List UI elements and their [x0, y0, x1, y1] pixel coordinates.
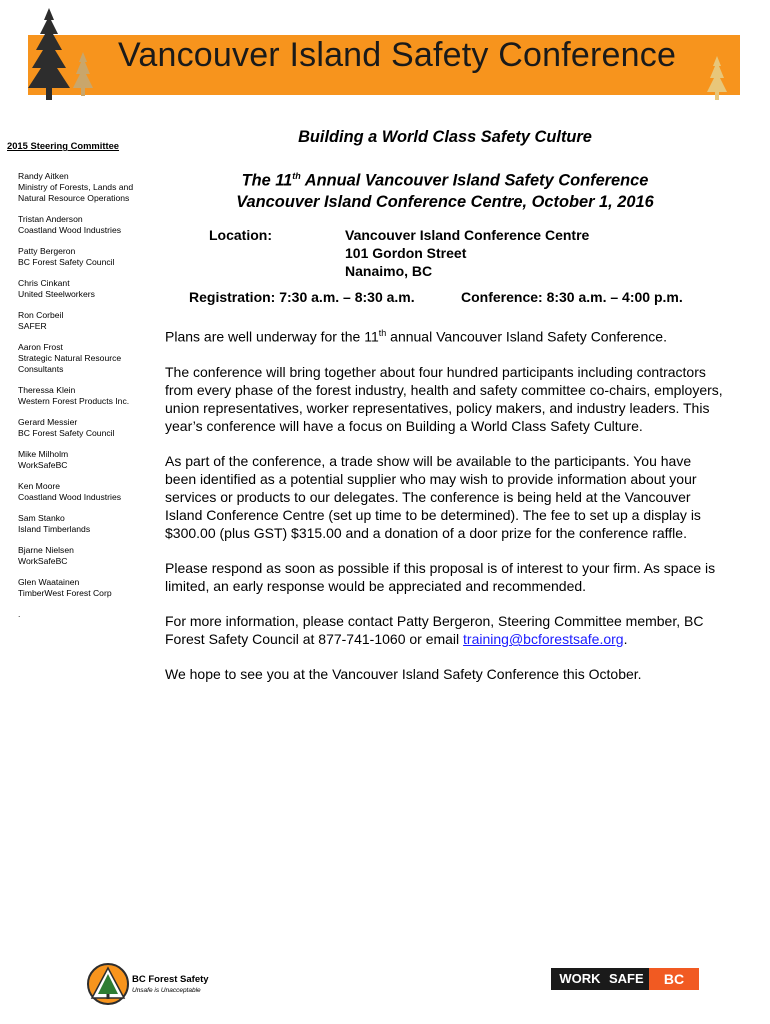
member-name: Sam Stanko: [18, 513, 65, 523]
conference-title-suffix: Annual Vancouver Island Safety Conference: [300, 171, 649, 190]
small-tree-icon: [72, 52, 94, 96]
location-block: [165, 223, 725, 283]
conference-time: Conference: 8:30 a.m. – 4:00 p.m.: [461, 289, 683, 306]
committee-member: [18, 449, 152, 471]
committee-member: [18, 342, 152, 375]
member-name: Bjarne Nielsen: [18, 545, 74, 555]
committee-member: [18, 481, 152, 503]
member-name: Patty Bergeron: [18, 246, 76, 256]
member-name: Ken Moore: [18, 481, 61, 491]
location-label: Location:: [209, 227, 272, 244]
member-organization: Strategic Natural Resource Consultants: [18, 353, 122, 374]
committee-member: [18, 385, 152, 407]
member-name: Mike Milholm: [18, 449, 69, 459]
contact-end: .: [623, 631, 628, 648]
committee-member: [18, 246, 152, 268]
committee-member: [18, 545, 152, 567]
intro-suffix: annual Vancouver Island Safety Conference.: [386, 329, 667, 346]
committee-member: [18, 278, 152, 300]
paragraph-intro: [165, 324, 725, 346]
committee-member: [18, 310, 152, 332]
member-organization: SAFER: [18, 321, 47, 331]
member-organization: Coastland Wood Industries: [18, 225, 122, 235]
committee-member-list: [7, 171, 152, 599]
member-name: Chris Cinkant: [18, 278, 70, 288]
paragraph-respond: Please respond as soon as possible if this proposal is of interest to your firm. As space is limited, an early response would be appreciated and recommended.: [165, 560, 716, 595]
member-name: Ron Corbeil: [18, 310, 64, 320]
member-organization: Western Forest Products Inc.: [18, 396, 130, 406]
member-organization: Coastland Wood Industries: [18, 492, 122, 502]
letter-body: [165, 128, 725, 683]
bc-forest-safety-tagline: Unsafe is Unacceptable: [132, 987, 201, 994]
email-link[interactable]: training@bcforestsafe.org: [463, 631, 624, 648]
right-tree-icon: [706, 56, 728, 100]
member-name: Gerard Messier: [18, 417, 78, 427]
address-line: Nanaimo, BC: [345, 263, 433, 280]
tree-logo-icon: [24, 8, 74, 100]
committee-member: [18, 513, 152, 535]
member-organization: BC Forest Safety Council: [18, 428, 115, 438]
conference-title: [165, 165, 725, 213]
sidebar-title: 2015 Steering Committee: [7, 140, 120, 151]
contact-text: For more information, please contact Patty Bergeron, Steering Committee member, BC Forest Safety Council at 877-741-1060 or email: [165, 613, 704, 648]
schedule-row: [165, 289, 725, 309]
member-organization: BC Forest Safety Council: [18, 257, 115, 267]
member-name: Glen Waatainen: [18, 577, 80, 587]
committee-member: [18, 214, 152, 236]
worksafebc-safe: SAFE: [609, 968, 653, 990]
member-name: Tristan Anderson: [18, 214, 83, 224]
member-name: Theressa Klein: [18, 385, 76, 395]
paragraph-trade-show: As part of the conference, a trade show will be available to the participants. You have been identified as a potential supplier who may wish to provide information about your services or products to our delegates. The conference is being held at the Vancouver Island Conference Centre (set up time to be determined). The fee to set up a display is $300.00 (plus GST) $315.00 and a donation of a door prize for the conference raffle.: [165, 453, 701, 542]
location-address: [345, 226, 589, 280]
conference-banner-title: Vancouver Island Safety Conference: [118, 36, 677, 74]
intro-ordinal: th: [378, 328, 387, 339]
paragraph-contact: [165, 612, 725, 648]
member-organization: WorkSafeBC: [18, 460, 68, 470]
member-name: Randy Aitken: [18, 171, 69, 181]
address-line: 101 Gordon Street: [345, 245, 467, 262]
intro-prefix: Plans are well underway for the 11: [165, 329, 379, 346]
bc-forest-safety-name: BC Forest Safety: [132, 974, 209, 985]
bc-forest-safety-logo-icon: [86, 962, 130, 1006]
steering-committee-sidebar: [7, 140, 152, 620]
worksafebc-logo: [551, 968, 699, 990]
registration-time: Registration: 7:30 a.m. – 8:30 a.m.: [189, 289, 415, 306]
member-organization: WorkSafeBC: [18, 556, 68, 566]
sidebar-trailing-dot: .: [18, 609, 21, 619]
paragraph-closing: We hope to see you at the Vancouver Island Safety Conference this October.: [165, 666, 642, 683]
member-name: Aaron Frost: [18, 342, 63, 352]
committee-member: [18, 417, 152, 439]
letter-heading: Building a World Class Safety Culture: [298, 128, 592, 146]
member-organization: Island Timberlands: [18, 524, 91, 534]
committee-member: [18, 171, 152, 204]
conference-title-ordinal: th: [292, 171, 301, 181]
member-organization: Ministry of Forests, Lands and Natural Resource Operations: [18, 182, 134, 203]
address-line: Vancouver Island Conference Centre: [345, 227, 590, 244]
member-organization: United Steelworkers: [18, 289, 95, 299]
paragraph-participants: The conference will bring together about four hundred participants including contractors from every phase of the forest industry, health and safety committee co-chairs, employers, union representatives, worker representatives, policy makers, and industry leaders. This year’s conference will have a focus on Building a World Class Safety Culture.: [165, 364, 723, 435]
committee-member: [18, 577, 152, 599]
conference-venue-date: Vancouver Island Conference Centre, October 1, 2016: [236, 193, 654, 212]
conference-title-prefix: The 11: [241, 171, 293, 190]
worksafebc-work: WORK: [551, 968, 609, 990]
member-organization: TimberWest Forest Corp: [18, 588, 112, 598]
worksafebc-bc: BC: [649, 968, 699, 990]
